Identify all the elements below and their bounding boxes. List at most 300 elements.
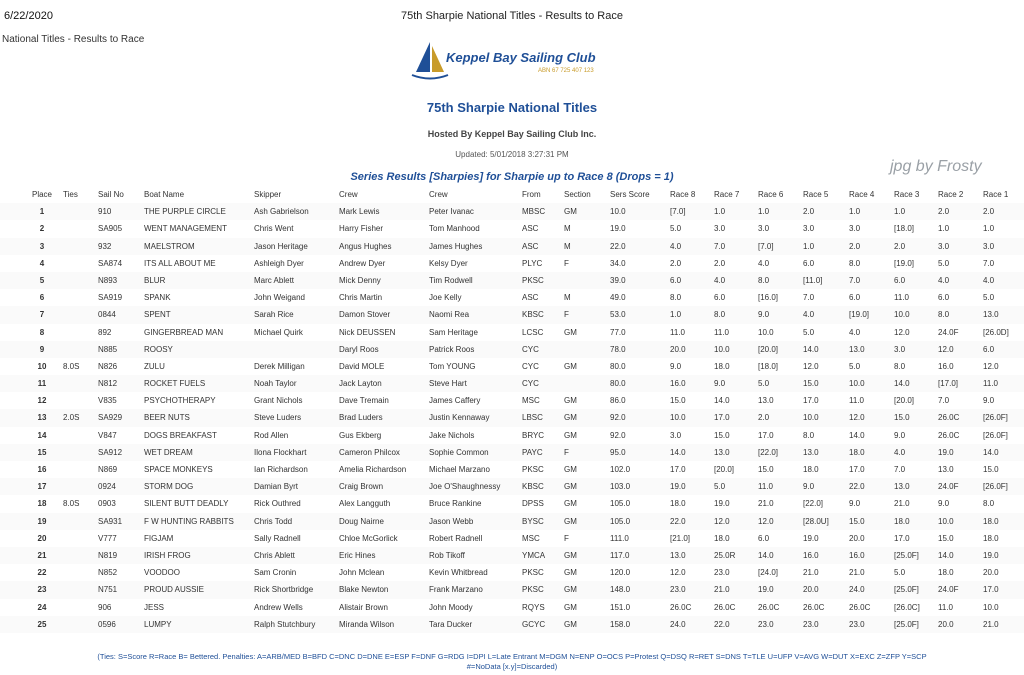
cell-race-7: 13.0 [714, 447, 730, 457]
cell-race-8: 8.0 [670, 293, 682, 303]
column-header-race-4: Race 4 [849, 190, 875, 199]
table-row [0, 375, 1024, 392]
cell-place: 18 [37, 499, 47, 509]
cell-from: KBSC [522, 310, 544, 320]
cell-boat-name: MAELSTROM [144, 241, 195, 251]
cell-race-8: 1.0 [670, 310, 682, 320]
column-header-race-8: Race 8 [670, 190, 696, 199]
cell-race-1: 15.0 [983, 465, 999, 474]
cell-race-2: 15.0 [938, 533, 954, 543]
cell-skipper: Derek Milligan [254, 361, 305, 371]
cell-sail-no: N819 [98, 550, 118, 560]
cell-from: BRYC [522, 430, 545, 440]
cell-race-2: 5.0 [938, 258, 950, 268]
cell-crew: Harry Fisher [339, 224, 384, 234]
cell-race-6: 10.0 [758, 327, 774, 337]
cell-race-6: 1.0 [758, 207, 770, 217]
cell-race-3: 21.0 [894, 499, 910, 509]
cell-race-3: 9.0 [894, 430, 906, 440]
cell-crew-2: James Hughes [429, 241, 483, 251]
cell-section: GM [564, 430, 577, 440]
cell-place: 9 [39, 344, 45, 354]
cell-boat-name: VOODOO [144, 568, 181, 578]
cell-skipper: Chris Went [254, 224, 294, 234]
cell-section: GM [564, 413, 577, 423]
cell-crew-2: Sam Heritage [429, 327, 478, 337]
cell-from: PKSC [522, 465, 544, 474]
cell-sail-no: N852 [98, 568, 118, 578]
column-header-race-5: Race 5 [803, 190, 829, 199]
cell-race-4: 24.0 [849, 585, 865, 595]
cell-crew-2: Jake Nichols [429, 430, 475, 440]
cell-race-3: 12.0 [894, 327, 910, 337]
cell-skipper: Rick Shortbridge [254, 585, 314, 595]
cell-race-2: 16.0 [938, 361, 954, 371]
cell-crew-2: Steve Hart [429, 379, 467, 389]
cell-skipper: Rick Outhred [254, 499, 301, 509]
cell-crew-2: John Moody [429, 602, 473, 612]
cell-skipper: Sam Cronin [254, 568, 297, 578]
cell-race-5: 15.0 [803, 379, 819, 389]
cell-crew-2: Joe Kelly [429, 293, 462, 303]
cell-race-1: [26.0F] [983, 430, 1008, 440]
cell-crew: Jack Layton [339, 379, 382, 389]
cell-crew: Doug Nairne [339, 516, 384, 526]
cell-race-5: 16.0 [803, 550, 819, 560]
cell-sail-no: SA931 [98, 516, 123, 526]
cell-race-5: 13.0 [803, 447, 819, 457]
cell-series-score: 86.0 [610, 396, 626, 406]
cell-series-score: 117.0 [610, 550, 630, 560]
cell-race-5: 7.0 [803, 293, 815, 303]
cell-boat-name: WET DREAM [144, 447, 193, 457]
cell-crew: Alex Langguth [339, 499, 391, 509]
cell-place: 2 [39, 224, 45, 234]
cell-race-4: 16.0 [849, 550, 865, 560]
cell-race-8: 18.0 [670, 499, 686, 509]
cell-race-3: [25.0F] [894, 619, 919, 629]
cell-race-8: 5.0 [670, 224, 682, 234]
cell-race-2: 20.0 [938, 619, 954, 629]
cell-race-1: 11.0 [983, 379, 998, 389]
cell-section: GM [564, 465, 577, 474]
cell-section: GM [564, 499, 577, 509]
cell-race-7: 8.0 [714, 310, 726, 320]
cell-race-2: 24.0F [938, 327, 959, 337]
cell-race-2: 24.0F [938, 585, 959, 595]
cell-race-7: 6.0 [714, 293, 726, 303]
cell-sail-no: SA905 [98, 224, 123, 234]
column-header-skipper: Skipper [254, 190, 282, 199]
cell-crew: Chloe McGorlick [339, 533, 398, 543]
top-center-title: 75th Sharpie National Titles - Results to Race [401, 10, 623, 22]
column-header-race-6: Race 6 [758, 190, 784, 199]
cell-race-7: 14.0 [714, 396, 730, 406]
cell-race-6: 3.0 [758, 224, 770, 234]
cell-place: 25 [37, 619, 47, 629]
cell-crew: David MOLE [339, 361, 385, 371]
table-row [0, 444, 1024, 461]
cell-race-7: 25.0R [714, 550, 736, 560]
cell-race-5: 23.0 [803, 619, 819, 629]
logo-name: Keppel Bay Sailing Club [446, 50, 596, 65]
cell-race-4: 21.0 [849, 568, 865, 578]
cell-crew-2: Joe O'Shaughnessy [429, 482, 501, 492]
sailboat-icon [410, 40, 450, 82]
cell-sail-no: SA929 [98, 413, 123, 423]
cell-race-4: 10.0 [849, 379, 865, 389]
cell-crew-2: Tom Manhood [429, 224, 480, 234]
cell-ties: 8.0S [63, 361, 80, 371]
cell-from: MBSC [522, 207, 546, 217]
table-row [0, 427, 1024, 444]
cell-race-1: 8.0 [983, 499, 995, 509]
cell-place: 14 [37, 430, 47, 440]
cell-race-2: 19.0 [938, 447, 954, 457]
cell-race-5: 19.0 [803, 533, 819, 543]
cell-series-score: 80.0 [610, 361, 626, 371]
cell-sail-no: N869 [98, 465, 118, 474]
cell-race-6: 12.0 [758, 516, 774, 526]
cell-skipper: Grant Nichols [254, 396, 303, 406]
cell-section: GM [564, 516, 577, 526]
cell-section: M [564, 224, 571, 234]
cell-place: 11 [37, 379, 47, 389]
cell-sail-no: 910 [98, 207, 112, 217]
cell-section: GM [564, 550, 577, 560]
cell-race-6: 14.0 [758, 550, 774, 560]
cell-race-4: 1.0 [849, 207, 861, 217]
cell-boat-name: FIGJAM [144, 533, 174, 543]
cell-boat-name: GINGERBREAD MAN [144, 327, 224, 337]
cell-race-6: 21.0 [758, 499, 774, 509]
cell-race-4: [19.0] [849, 310, 870, 320]
cell-sail-no: N885 [98, 344, 118, 354]
table-row [0, 513, 1024, 530]
cell-crew-2: Patrick Roos [429, 344, 475, 354]
cell-boat-name: THE PURPLE CIRCLE [144, 207, 226, 217]
cell-section: GM [564, 602, 577, 612]
cell-race-4: 12.0 [849, 413, 865, 423]
cell-boat-name: ROCKET FUELS [144, 379, 206, 389]
cell-race-7: 11.0 [714, 327, 729, 337]
cell-race-7: 19.0 [714, 499, 730, 509]
table-row [0, 272, 1024, 289]
cell-race-8: 4.0 [670, 241, 682, 251]
cell-series-score: 10.0 [610, 207, 626, 217]
column-header-section: Section [564, 190, 591, 199]
cell-boat-name: STORM DOG [144, 482, 194, 492]
cell-race-1: [26.0D] [983, 327, 1009, 337]
cell-section: GM [564, 396, 577, 406]
cell-series-score: 80.0 [610, 379, 626, 389]
cell-race-5: 26.0C [803, 602, 825, 612]
column-header-race-1: Race 1 [983, 190, 1009, 199]
cell-place: 16 [37, 465, 47, 474]
cell-race-6: 13.0 [758, 396, 774, 406]
cell-race-1: 1.0 [983, 224, 995, 234]
table-row [0, 341, 1024, 358]
cell-series-score: 78.0 [610, 344, 626, 354]
cell-crew: Damon Stover [339, 310, 391, 320]
watermark: jpg by Frosty [890, 158, 982, 175]
cell-sail-no: 0924 [98, 482, 116, 492]
cell-crew-2: Naomi Rea [429, 310, 470, 320]
cell-place: 7 [39, 310, 45, 320]
cell-from: PKSC [522, 275, 544, 285]
cell-race-6: 2.0 [758, 413, 770, 423]
cell-race-1: 10.0 [983, 602, 999, 612]
cell-race-8: 15.0 [670, 396, 686, 406]
cell-race-8: 19.0 [670, 482, 686, 492]
cell-race-3: 2.0 [894, 241, 906, 251]
cell-series-score: 22.0 [610, 241, 626, 251]
cell-race-3: 15.0 [894, 413, 910, 423]
cell-crew: Cameron Philcox [339, 447, 400, 457]
cell-race-7: 4.0 [714, 275, 726, 285]
cell-skipper: Sarah Rice [254, 310, 294, 320]
results-table [0, 186, 1024, 633]
cell-place: 8 [39, 327, 45, 337]
table-row [0, 478, 1024, 495]
cell-skipper: Damian Byrt [254, 482, 299, 492]
cell-from: ASC [522, 224, 539, 234]
cell-race-2: 13.0 [938, 465, 954, 474]
hosted-by: Hosted By Keppel Bay Sailing Club Inc. [427, 129, 597, 139]
cell-race-8: 12.0 [670, 568, 686, 578]
cell-boat-name: LUMPY [144, 619, 172, 629]
cell-place: 22 [37, 568, 47, 578]
cell-place: 13 [37, 413, 47, 423]
cell-race-1: 18.0 [983, 516, 999, 526]
cell-place: 15 [37, 447, 47, 457]
cell-boat-name: DOGS BREAKFAST [144, 430, 217, 440]
table-body [0, 203, 1024, 633]
cell-series-score: 105.0 [610, 516, 631, 526]
cell-race-7: 18.0 [714, 361, 730, 371]
cell-race-5: [11.0] [803, 275, 823, 285]
cell-race-3: 11.0 [894, 293, 909, 303]
cell-section: F [564, 533, 569, 543]
cell-from: KBSC [522, 482, 544, 492]
cell-race-4: 3.0 [849, 224, 861, 234]
cell-race-6: [7.0] [758, 241, 774, 251]
cell-skipper: Chris Ablett [254, 550, 295, 560]
column-header-race-3: Race 3 [894, 190, 920, 199]
cell-crew-2: Tom YOUNG [429, 361, 476, 371]
cell-race-7: 10.0 [714, 344, 730, 354]
cell-race-1: 14.0 [983, 447, 999, 457]
cell-race-6: 8.0 [758, 275, 770, 285]
cell-race-7: 15.0 [714, 430, 730, 440]
cell-from: PLYC [522, 258, 543, 268]
cell-series-score: 105.0 [610, 499, 631, 509]
cell-crew-2: Justin Kennaway [429, 413, 490, 423]
cell-crew: Angus Hughes [339, 241, 392, 251]
cell-race-6: 26.0C [758, 602, 780, 612]
cell-sail-no: V777 [98, 533, 117, 543]
cell-boat-name: PROUD AUSSIE [144, 585, 205, 595]
table-row [0, 203, 1024, 220]
cell-race-6: 19.0 [758, 585, 774, 595]
cell-race-2: [17.0] [938, 379, 959, 389]
table-row [0, 581, 1024, 598]
penalty-legend: (Ties: S=Score R=Race B= Bettered. Penalties: A=ARB/MED B=BFD C=DNC D=DNE E=ESP F=DNF G=RDG I=DPI L=Late Entrant M=DGM N=ENP O=OCS P=Protest Q=DSQ R=RET S=DNS T=TLE U=UFP V=AVG W=DUT X=EXC Z=ZFP Y=SCP #=NoData [x.y]=Discarded) [97, 652, 927, 671]
cell-skipper: Noah Taylor [254, 379, 297, 389]
cell-boat-name: ROOSY [144, 344, 173, 354]
cell-place: 4 [39, 258, 45, 268]
cell-race-7: 18.0 [714, 533, 730, 543]
cell-race-4: 15.0 [849, 516, 865, 526]
table-row [0, 220, 1024, 237]
cell-race-8: 20.0 [670, 344, 686, 354]
table-row [0, 289, 1024, 306]
column-header-race-2: Race 2 [938, 190, 964, 199]
cell-race-2: 12.0 [938, 344, 954, 354]
cell-race-7: 21.0 [714, 585, 730, 595]
cell-series-score: 39.0 [610, 275, 626, 285]
cell-race-5: 10.0 [803, 413, 819, 423]
cell-race-8: 17.0 [670, 465, 686, 474]
cell-crew: Chris Martin [339, 293, 383, 303]
cell-race-5: 21.0 [803, 568, 819, 578]
cell-from: GCYC [522, 619, 546, 629]
top-date: 6/22/2020 [4, 10, 53, 22]
cell-race-5: 5.0 [803, 327, 815, 337]
cell-skipper: Ashleigh Dyer [254, 258, 304, 268]
cell-section: GM [564, 568, 577, 578]
cell-race-6: 5.0 [758, 379, 770, 389]
cell-race-5: 12.0 [803, 361, 819, 371]
cell-sail-no: SA919 [98, 293, 123, 303]
cell-series-score: 111.0 [610, 533, 629, 543]
cell-race-1: 20.0 [983, 568, 999, 578]
cell-race-3: [25.0F] [894, 585, 919, 595]
column-header-place: Place [31, 190, 52, 199]
cell-race-4: 22.0 [849, 482, 865, 492]
cell-place: 10 [37, 361, 47, 371]
cell-race-8: 26.0C [670, 602, 692, 612]
cell-skipper: Steve Luders [254, 413, 302, 423]
column-header-from: From [522, 190, 541, 199]
table-row [0, 564, 1024, 581]
cell-sail-no: 932 [98, 241, 112, 251]
table-header-row [0, 186, 1024, 203]
column-header-race-7: Race 7 [714, 190, 740, 199]
cell-race-2: 9.0 [938, 499, 950, 509]
cell-race-7: 12.0 [714, 516, 730, 526]
cell-crew-2: Sophie Common [429, 447, 489, 457]
cell-sail-no: V847 [98, 430, 117, 440]
cell-race-2: 1.0 [938, 224, 950, 234]
cell-place: 21 [37, 550, 47, 560]
cell-crew-2: Kevin Whitbread [429, 568, 488, 578]
cell-skipper: Andrew Wells [254, 602, 303, 612]
cell-sail-no: 0596 [98, 619, 116, 629]
cell-series-score: 19.0 [610, 224, 626, 234]
cell-race-1: 12.0 [983, 361, 999, 371]
cell-race-6: [20.0] [758, 344, 779, 354]
table-row [0, 616, 1024, 633]
cell-race-7: 7.0 [714, 241, 726, 251]
cell-crew: Brad Luders [339, 413, 383, 423]
cell-boat-name: IRISH FROG [144, 550, 191, 560]
cell-skipper: John Weigand [254, 293, 305, 303]
cell-section: GM [564, 327, 577, 337]
cell-place: 6 [39, 293, 45, 303]
cell-crew: Blake Newton [339, 585, 389, 595]
cell-race-5: 4.0 [803, 310, 815, 320]
cell-boat-name: ZULU [144, 361, 165, 371]
cell-crew: Mark Lewis [339, 207, 380, 217]
cell-from: CYC [522, 361, 539, 371]
cell-race-8: 14.0 [670, 447, 686, 457]
cell-race-1: 6.0 [983, 344, 995, 354]
cell-from: ASC [522, 241, 539, 251]
cell-crew-2: Robert Radnell [429, 533, 483, 543]
cell-race-3: 4.0 [894, 447, 906, 457]
cell-race-4: 11.0 [849, 396, 864, 406]
column-header-ties: Ties [63, 190, 78, 199]
cell-crew: John Mclean [339, 568, 385, 578]
cell-race-2: 7.0 [938, 396, 950, 406]
cell-race-2: 18.0 [938, 568, 954, 578]
cell-race-8: 13.0 [670, 550, 686, 560]
cell-place: 19 [37, 516, 47, 526]
cell-race-5: 1.0 [803, 241, 815, 251]
cell-crew: Dave Tremain [339, 396, 389, 406]
cell-race-5: [22.0] [803, 499, 824, 509]
cell-boat-name: WENT MANAGEMENT [144, 224, 227, 234]
cell-race-4: 14.0 [849, 430, 865, 440]
cell-skipper: Michael Quirk [254, 327, 303, 337]
cell-race-6: [18.0] [758, 361, 779, 371]
cell-race-2: 6.0 [938, 293, 950, 303]
cell-crew: Alistair Brown [339, 602, 388, 612]
cell-race-5: 9.0 [803, 482, 815, 492]
cell-sail-no: 892 [98, 327, 112, 337]
cell-race-6: [24.0] [758, 568, 779, 578]
cell-race-4: 2.0 [849, 241, 861, 251]
cell-race-2: 26.0C [938, 413, 960, 423]
cell-race-1: 17.0 [983, 585, 999, 595]
cell-race-3: 1.0 [894, 207, 906, 217]
cell-race-6: 17.0 [758, 430, 774, 440]
cell-crew: Andrew Dyer [339, 258, 386, 268]
cell-race-8: 10.0 [670, 413, 686, 423]
column-header-series-score: Sers Score [610, 190, 650, 199]
cell-race-7: 5.0 [714, 482, 726, 492]
page-title: 75th Sharpie National Titles [426, 100, 598, 115]
cell-race-4: 17.0 [849, 465, 865, 474]
cell-race-4: 23.0 [849, 619, 865, 629]
cell-race-8: 11.0 [670, 327, 685, 337]
cell-crew: Amelia Richardson [339, 465, 407, 474]
cell-race-7: 17.0 [714, 413, 730, 423]
cell-section: GM [564, 482, 577, 492]
cell-race-4: 8.0 [849, 258, 861, 268]
cell-section: GM [564, 619, 577, 629]
cell-race-4: 9.0 [849, 499, 861, 509]
cell-race-3: 18.0 [894, 516, 910, 526]
cell-sail-no: N812 [98, 379, 118, 389]
cell-series-score: 158.0 [610, 619, 631, 629]
table-row [0, 530, 1024, 547]
table-row [0, 599, 1024, 616]
cell-sail-no: N893 [98, 275, 118, 285]
cell-race-6: 23.0 [758, 619, 774, 629]
series-title: Series Results [Sharpies] for Sharpie up to Race 8 (Drops = 1) [350, 171, 674, 183]
